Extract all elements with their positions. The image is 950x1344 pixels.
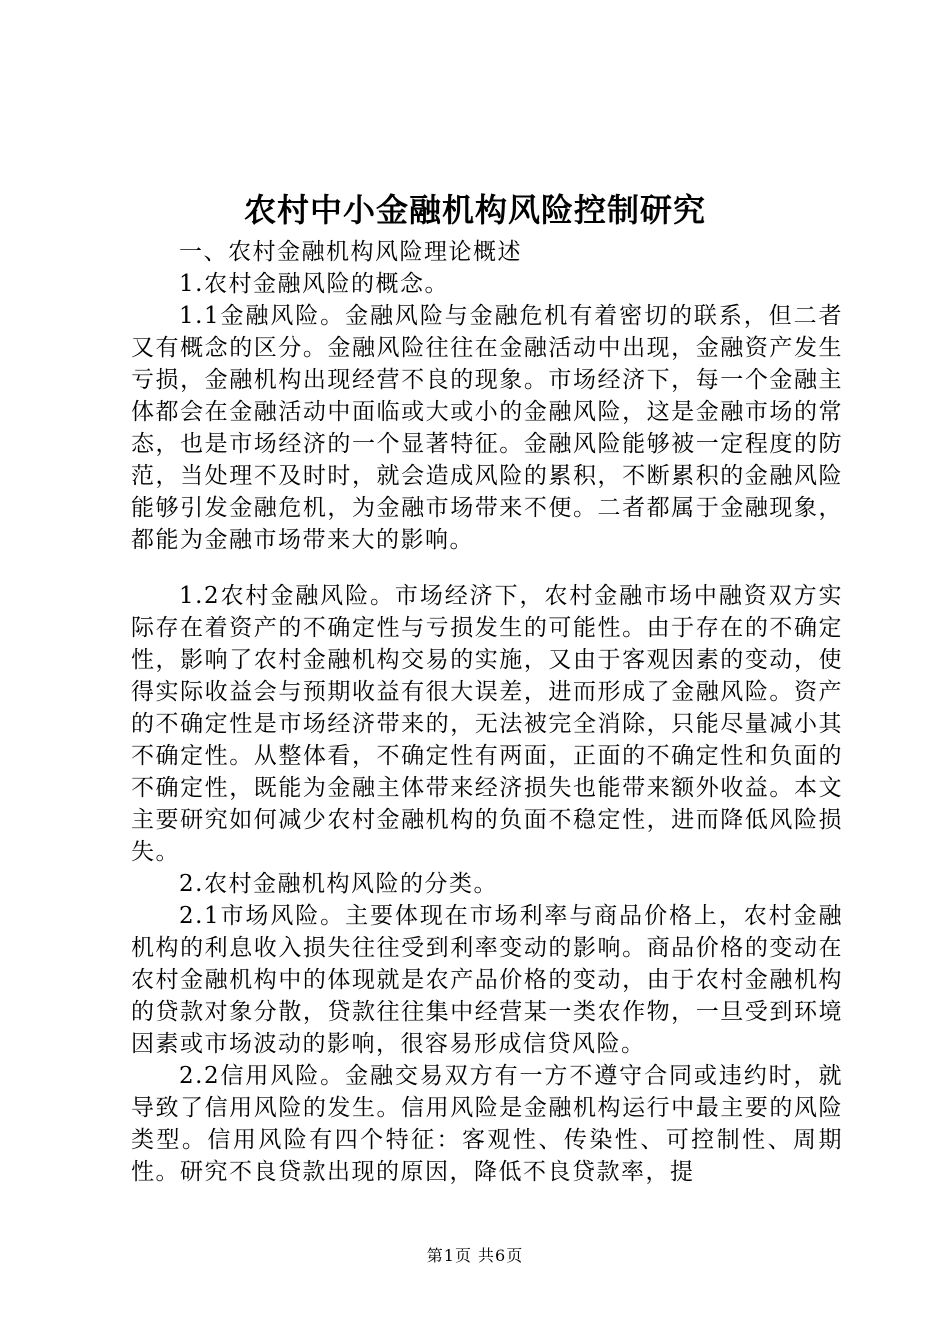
document-body bbox=[131, 236, 843, 1188]
body-paragraph: 1.1金融风险。金融风险与金融危机有着密切的联系，但二者又有概念的区分。金融风险往往在金融活动中出现，金融资产发生亏损，金融机构出现经营不良的现象。市场经济下，每一个金融主体都会在金融活动中面临或大或小的金融风险，这是金融市场的常态，也是市场经济的一个显著特征。金融风险能够被一定程度的防范，当处理不及时时，就会造成风险的累积，不断累积的金融风险能够引发金融危机，为金融市场带来不便。二者都属于金融现象，都能为金融市场带来大的影响。 bbox=[131, 303, 843, 553]
paragraph-spacer bbox=[131, 556, 843, 580]
subsection-heading: 1.农村金融风险的概念。 bbox=[179, 271, 449, 297]
body-paragraph: 2.1市场风险。主要体现在市场利率与商品价格上，农村金融机构的利息收入损失往往受到利率变动的影响。商品价格的变动在农村金融机构中的体现就是农产品价格的变动，由于农村金融机构的贷款对象分散，贷款往往集中经营某一类农作物，一旦受到环境因素或市场波动的影响，很容易形成信贷风险。 bbox=[131, 903, 843, 1057]
body-paragraph: 1.2农村金融风险。市场经济下，农村金融市场中融资双方实际存在着资产的不确定性与亏损发生的可能性。由于存在的不确定性，影响了农村金融机构交易的实施，又由于客观因素的变动，使得实际收益会与预期收益有很大误差，进而形成了金融风险。资产的不确定性是市场经济带来的，无法被完全消除，只能尽量减小其不确定性。从整体看，不确定性有两面，正面的不确定性和负面的不确定性，既能为金融主体带来经济损失也能带来额外收益。本文主要研究如何减少农村金融机构的负面不稳定性，进而降低风险损失。 bbox=[131, 583, 843, 865]
subsection-heading: 2.农村金融机构风险的分类。 bbox=[179, 871, 498, 897]
section-heading: 一、农村金融机构风险理论概述 bbox=[179, 239, 522, 265]
page-footer: 第1页 共6页 bbox=[426, 1246, 524, 1265]
body-paragraph: 2.2信用风险。金融交易双方有一方不遵守合同或违约时，就导致了信用风险的发生。信用风险是金融机构运行中最主要的风险类型。信用风险有四个特征：客观性、传染性、可控制性、周期性。研究不良贷款出现的原因，降低不良贷款率，提 bbox=[131, 1063, 843, 1185]
document-title: 农村中小金融机构风险控制研究 bbox=[243, 191, 706, 229]
